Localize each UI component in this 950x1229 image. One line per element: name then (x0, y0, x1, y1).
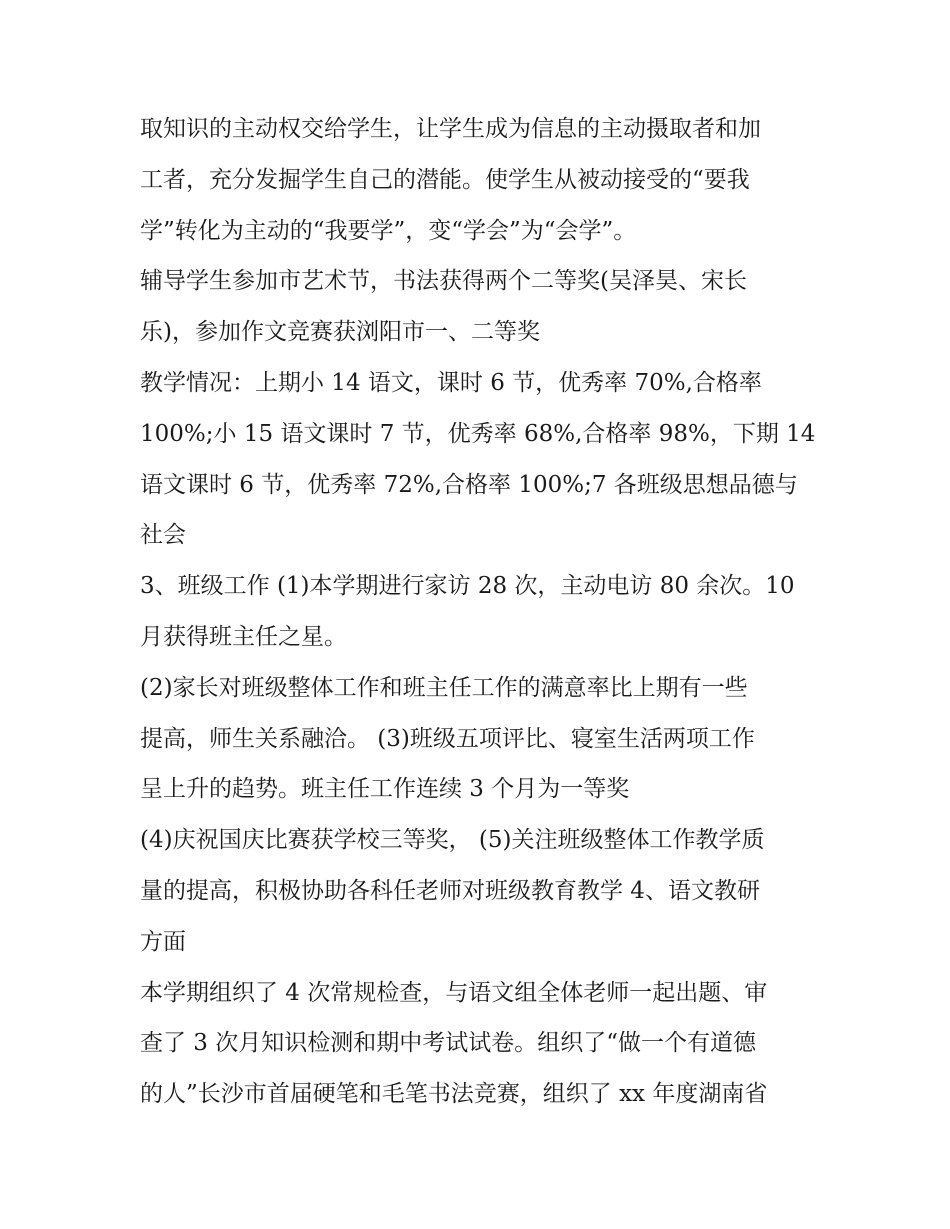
text-line: 的人”长沙市首届硬笔和毛笔书法竞赛，组织了 xx 年度湖南省 (140, 1081, 768, 1108)
text-line: 语文课时 6 节，优秀率 72%,合格率 100%;7 各班级思想品德与 (140, 471, 798, 498)
text-line: 量的提高，积极协助各科任老师对班级教育教学 4、语文教研 (140, 877, 760, 904)
text-line: 方面 (140, 928, 186, 955)
text-line: 取知识的主动权交给学生，让学生成为信息的主动摄取者和加 (140, 116, 761, 142)
text-line: 教学情况：上期小 14 语文，课时 6 节，优秀率 70%,合格率 (140, 369, 762, 396)
text-line: 呈上升的趋势。班主任工作连续 3 个月为一等奖 (140, 776, 630, 803)
text-line: 提高，师生关系融洽。 (3)班级五项评比、寝室生活两项工作 (140, 725, 755, 752)
text-line: 月获得班主任之星。 (140, 623, 347, 650)
text-line: 本学期组织了 4 次常规检查，与语文组全体老师一起出题、审 (140, 979, 768, 1006)
document-body (140, 104, 820, 1120)
text-line: 社会 (140, 522, 186, 549)
text-line: 3、班级工作 (1)本学期进行家访 28 次，主动电访 80 余次。10 (140, 573, 795, 600)
text-line: 工者，充分发掘学生自己的潜能。使学生从被动接受的“要我 (140, 166, 750, 193)
text-line: 查了 3 次月知识检测和期中考试试卷。组织了“做一个有道德 (140, 1030, 757, 1057)
text-line: 乐)，参加作文竞赛获浏阳市一、二等奖 (140, 319, 540, 346)
text-line: 学”转化为主动的“我要学”，变“学会”为“会学”。 (140, 217, 637, 244)
text-line: 辅导学生参加市艺术节，书法获得两个二等奖(吴泽昊、宋长 (140, 268, 747, 295)
text-line: (4)庆祝国庆比赛获学校三等奖， (5)关注班级整体工作教学质 (140, 827, 765, 854)
text-line: (2)家长对班级整体工作和班主任工作的满意率比上期有一些 (140, 674, 748, 701)
text-line: 100%;小 15 语文课时 7 节，优秀率 68%,合格率 98%，下期 14 (140, 420, 816, 447)
